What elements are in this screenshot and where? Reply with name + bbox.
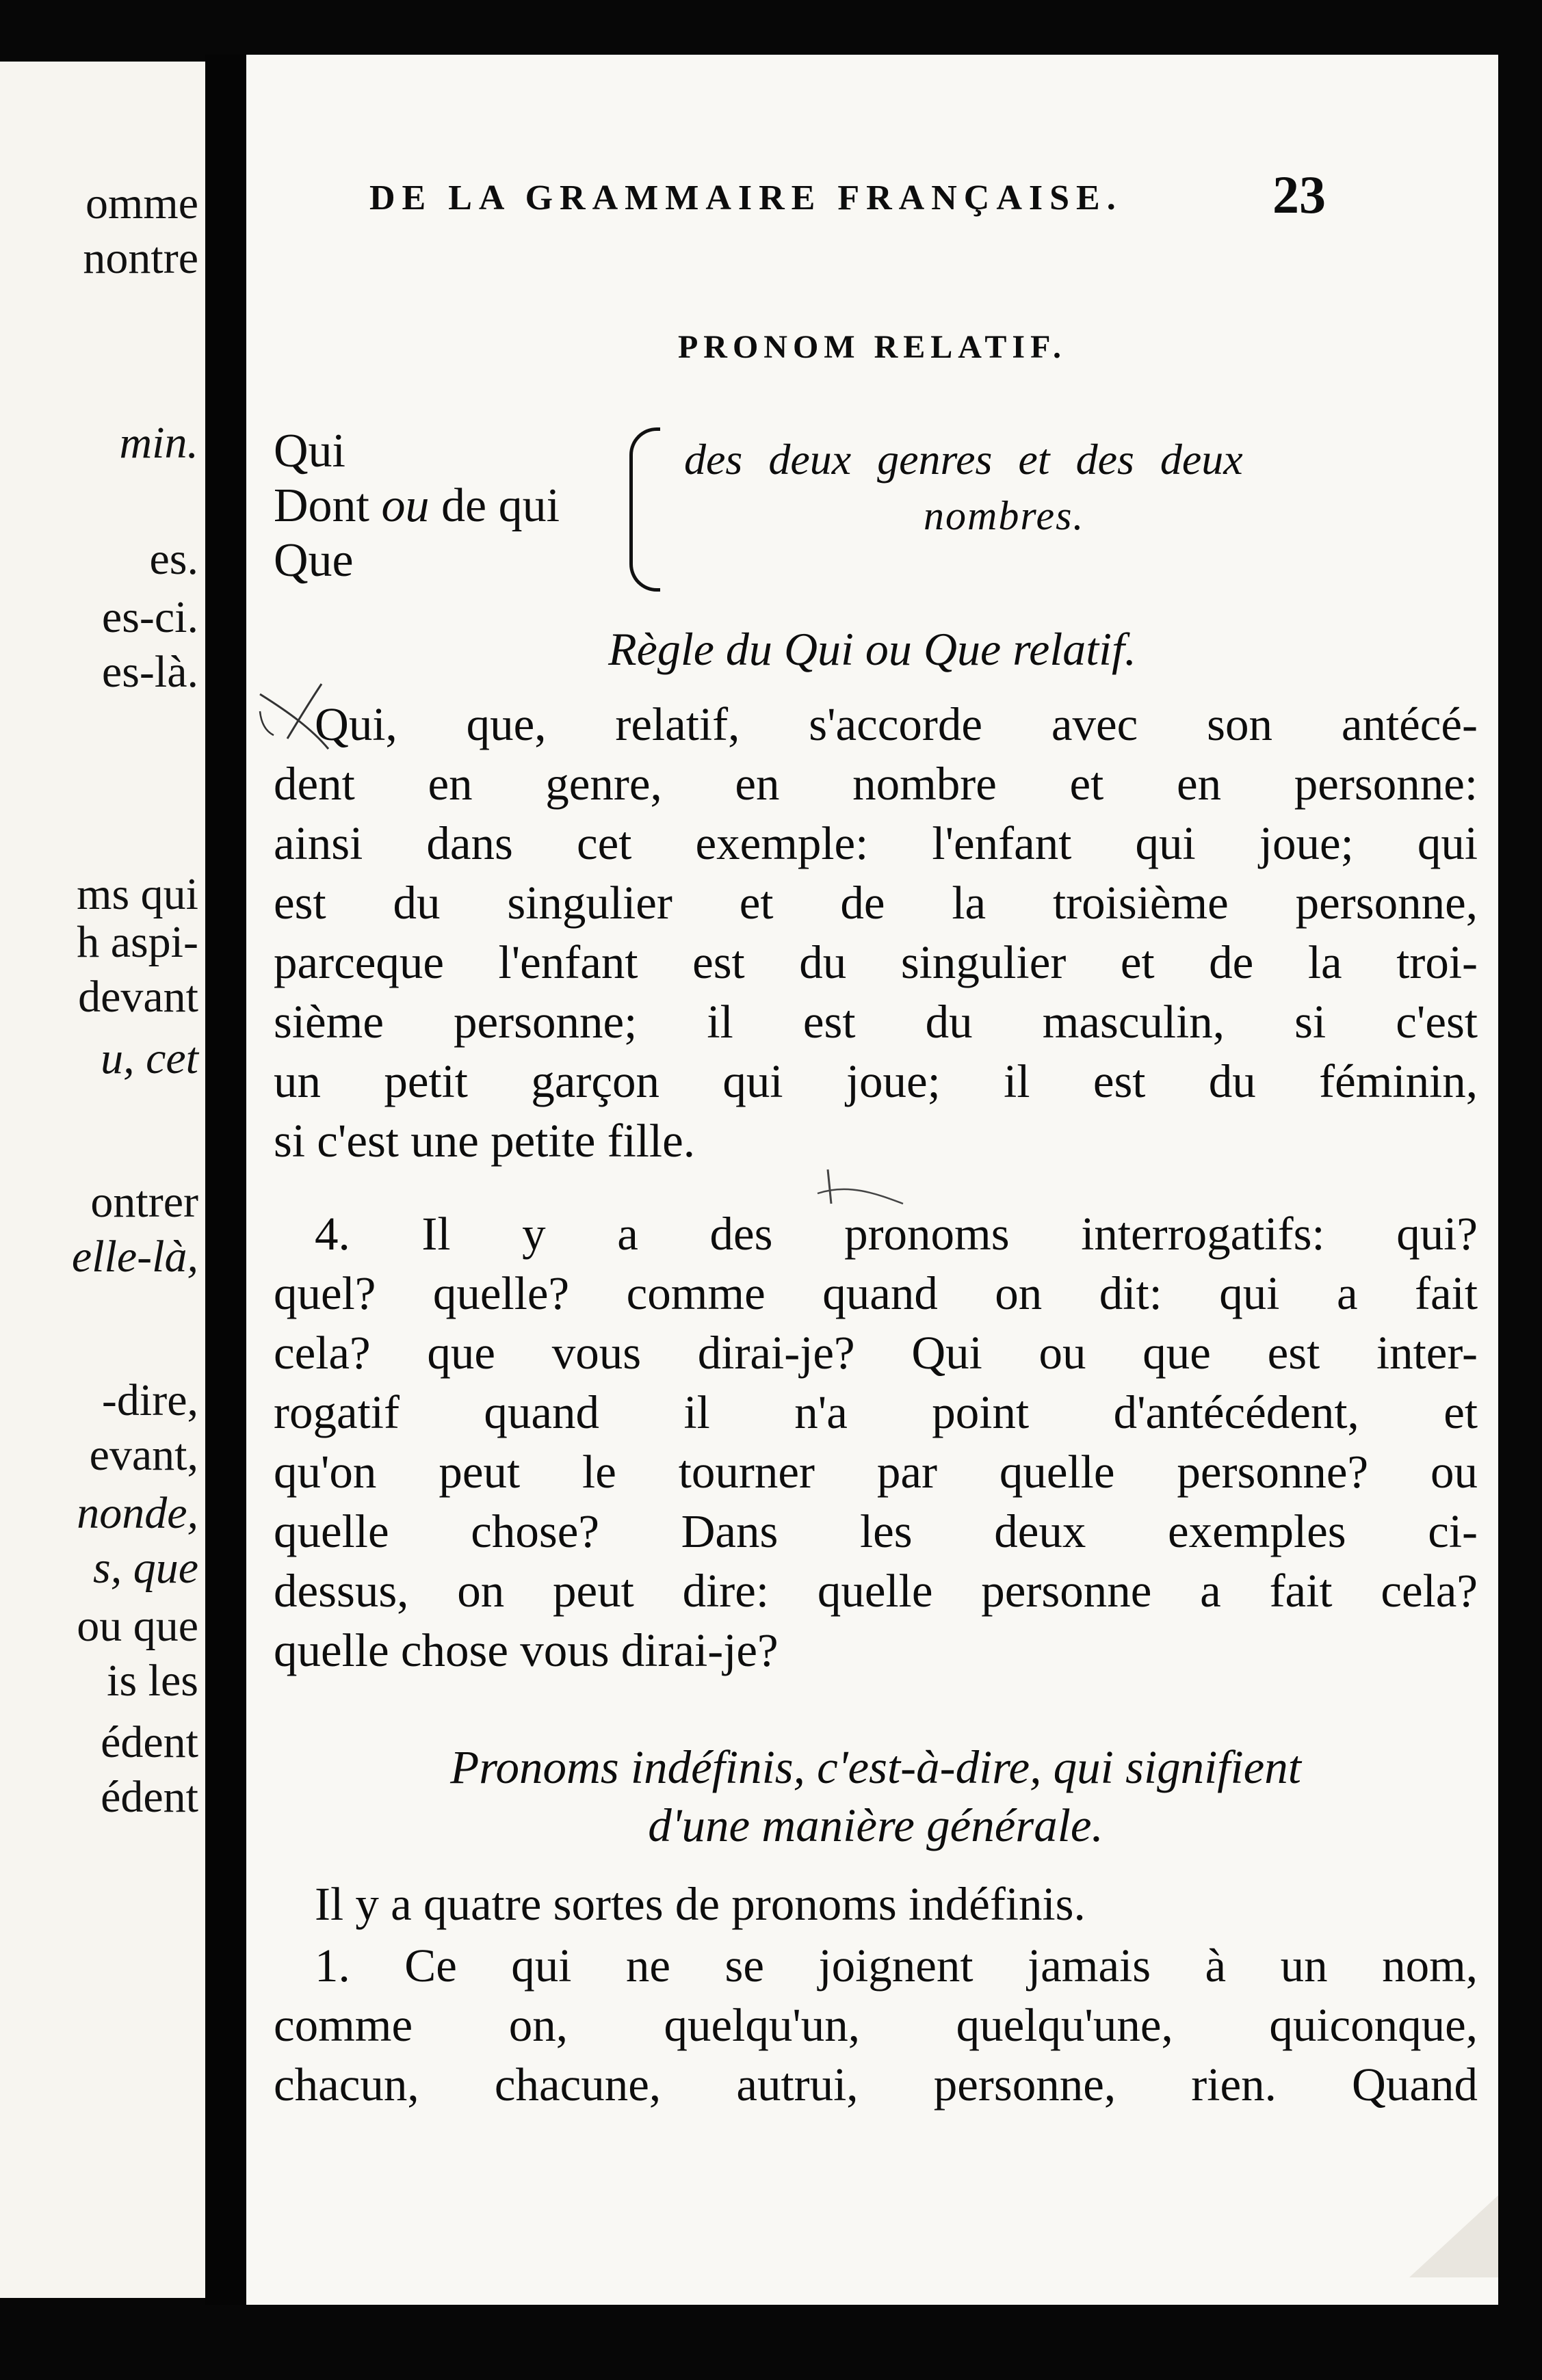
- text-line: est du singulier et de la troisième personne,: [274, 877, 1478, 929]
- text-line: Pronoms indéfinis, c'est-à-dire, qui signifient: [450, 1741, 1301, 1793]
- text-line: qu'on peut le tourner par quelle personne? ou: [274, 1446, 1478, 1498]
- text-line: parceque l'enfant est du singulier et de la troi-: [274, 936, 1478, 988]
- text-line: quelle chose? Dans les deux exemples ci-: [274, 1505, 1478, 1557]
- text-line: sième personne; il est du masculin, si c'est: [274, 996, 1478, 1048]
- text-line: chacun, chacune, autrui, personne, rien. Quand: [274, 2059, 1478, 2111]
- facing-page-line: es-ci.: [101, 592, 198, 642]
- text-line: cela? que vous dirai-je? Qui ou que est inter-: [274, 1327, 1478, 1379]
- text-line: comme on, quelqu'un, quelqu'une, quiconque,: [274, 1999, 1478, 2051]
- facing-page-line: h aspi-: [77, 917, 198, 967]
- text-line: dent en genre, en nombre et en personne:: [274, 758, 1478, 810]
- curly-brace: [629, 427, 660, 592]
- book-gutter: [205, 55, 246, 2305]
- facing-page-line: nonde,: [77, 1488, 198, 1538]
- running-title: DE LA GRAMMAIRE FRANÇAISE.: [369, 178, 1123, 217]
- pronoun-qui: Qui: [274, 425, 345, 477]
- facing-page-line: elle-là,: [71, 1232, 198, 1282]
- pronoun-que: Que: [274, 534, 354, 587]
- facing-page-line: es-là.: [101, 647, 198, 697]
- text-line: un petit garçon qui joue; il est du féminin,: [274, 1055, 1478, 1107]
- section-title: PRONOM RELATIF.: [677, 329, 1067, 365]
- facing-page-line: ou que: [77, 1601, 198, 1651]
- text-line: d'une manière générale.: [648, 1799, 1103, 1851]
- facing-page-line: ms qui: [77, 869, 198, 919]
- text-line: dessus, on peut dire: quelle personne a fait cela?: [274, 1565, 1478, 1617]
- facing-page-line: omme: [86, 178, 198, 228]
- text-line: ainsi dans cet exemple: l'enfant qui joue; qui: [274, 817, 1478, 869]
- text-line: quel? quelle? comme quand on dit: qui a fait: [274, 1267, 1478, 1319]
- facing-page-line: evant,: [89, 1430, 198, 1480]
- facing-page-fragment: [0, 62, 205, 2298]
- text-line: 4. Il y a des pronoms interrogatifs: qui?: [315, 1208, 1478, 1260]
- facing-page-line: devant: [78, 972, 198, 1022]
- facing-page-line: min.: [119, 418, 198, 468]
- facing-page-line: es.: [149, 534, 198, 584]
- facing-page-line: édent: [101, 1717, 198, 1767]
- book-page: [246, 55, 1498, 2305]
- facing-page-line: ontrer: [90, 1177, 198, 1227]
- pronoun-dont: Dont ou de qui: [274, 479, 560, 532]
- text-line: 1. Ce qui ne se joignent jamais à un nom,: [315, 1940, 1478, 1992]
- page-number: 23: [1272, 165, 1326, 224]
- facing-page-line: nontre: [83, 233, 198, 283]
- brace-note-line2: nombres.: [924, 493, 1085, 538]
- facing-page-line: édent: [101, 1772, 198, 1822]
- facing-page-line: -dire,: [101, 1375, 198, 1425]
- text-line: si c'est une petite fille.: [274, 1115, 695, 1167]
- facing-page-line: is les: [107, 1656, 198, 1706]
- rule-heading: Règle du Qui ou Que relatif.: [608, 623, 1136, 675]
- facing-page-line: u, cet: [101, 1033, 198, 1083]
- text-line: Qui, que, relatif, s'accorde avec son antécé-: [315, 698, 1478, 750]
- facing-page-line: s, que: [93, 1543, 198, 1593]
- folded-page-corner: [1409, 2195, 1498, 2277]
- text-line: quelle chose vous dirai-je?: [274, 1624, 779, 1676]
- text-line: rogatif quand il n'a point d'antécédent, et: [274, 1386, 1478, 1438]
- paragraph-indefinite-intro: Il y a quatre sortes de pronoms indéfinis.: [315, 1878, 1086, 1930]
- brace-note-line1: des deux genres et des deux: [684, 435, 1243, 484]
